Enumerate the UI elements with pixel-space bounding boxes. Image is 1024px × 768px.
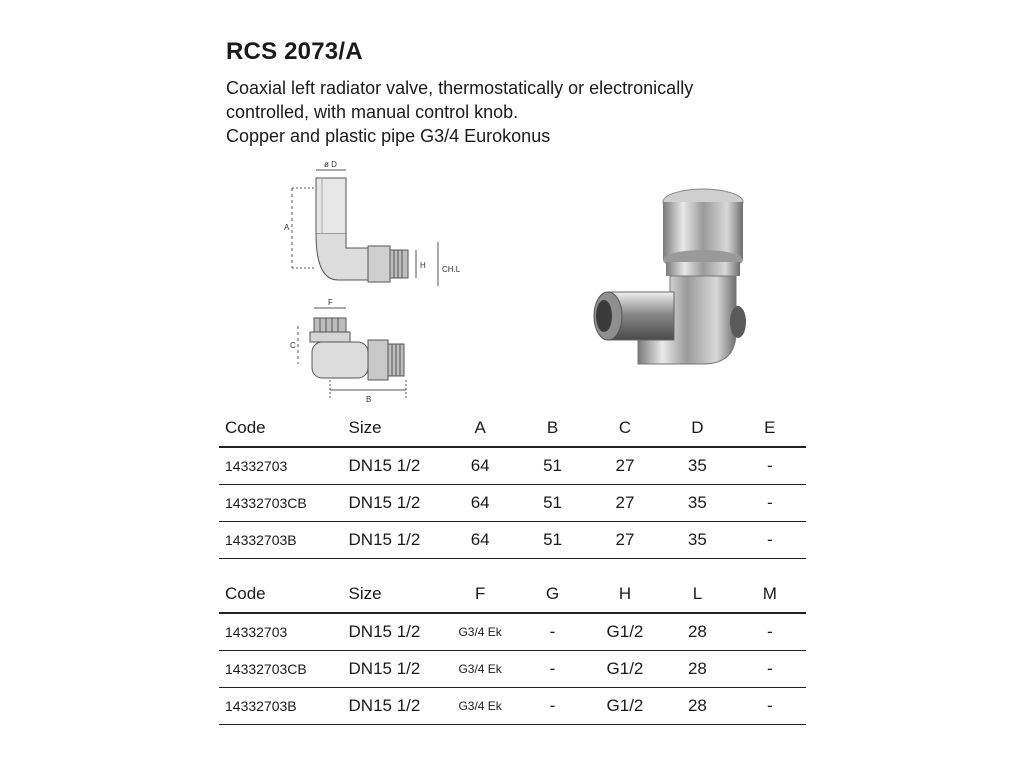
table-cell: 28 [661, 688, 733, 725]
table-header-row [219, 576, 806, 613]
column-header: L [661, 576, 733, 613]
table-cell: 64 [444, 447, 516, 485]
product-photo [578, 182, 778, 372]
table-cell: 51 [516, 485, 588, 522]
table-cell: G3/4 Ek [444, 688, 516, 725]
table-cell: DN15 1/2 [349, 485, 444, 522]
table-cell: G1/2 [589, 613, 662, 651]
table-cell: - [734, 485, 806, 522]
table-row [219, 651, 806, 688]
table-cell: 14332703 [219, 447, 349, 485]
column-header: M [734, 576, 806, 613]
table-row [219, 485, 806, 522]
column-header: C [589, 410, 661, 447]
table-row [219, 447, 806, 485]
column-header: Size [349, 576, 444, 613]
description-line: Copper and plastic pipe G3/4 Eurokonus [226, 126, 551, 146]
dimension-label-a: A [284, 223, 290, 232]
column-header: Size [349, 410, 444, 447]
dimension-label-f: F [328, 298, 333, 307]
table-cell: 14332703B [219, 688, 349, 725]
table-cell: 28 [661, 651, 733, 688]
table-cell: - [734, 447, 806, 485]
table-cell: 51 [516, 447, 588, 485]
table-cell: 35 [661, 485, 733, 522]
column-header: E [734, 410, 806, 447]
table-cell: - [734, 651, 806, 688]
table-cell: G3/4 Ek [444, 651, 516, 688]
column-header: G [516, 576, 588, 613]
table-cell: 14332703 [219, 613, 349, 651]
table-cell: 14332703CB [219, 485, 349, 522]
product-title: RCS 2073/A [226, 38, 363, 65]
table-cell: 28 [661, 613, 733, 651]
column-header: Code [219, 410, 349, 447]
table-cell: - [734, 522, 806, 559]
table-row [219, 613, 806, 651]
table-cell: 27 [589, 485, 661, 522]
dimension-label-c: C [290, 341, 296, 350]
dimension-label-chl: CH.L [442, 265, 461, 274]
column-header: F [444, 576, 516, 613]
column-header: A [444, 410, 516, 447]
table-cell: DN15 1/2 [349, 447, 444, 485]
table-cell: - [516, 613, 588, 651]
dimension-label-d: ø D [324, 160, 337, 169]
table-cell: - [734, 688, 806, 725]
table-cell: - [734, 613, 806, 651]
product-description [226, 76, 826, 148]
table-cell: 35 [661, 447, 733, 485]
table-header-row [219, 410, 806, 447]
table-cell: 14332703CB [219, 651, 349, 688]
table-cell: 14332703B [219, 522, 349, 559]
column-header: Code [219, 576, 349, 613]
table-row [219, 522, 806, 559]
description-line: Coaxial left radiator valve, thermostatically or electronically [226, 78, 694, 98]
column-header: H [589, 576, 662, 613]
table-cell: DN15 1/2 [349, 522, 444, 559]
table-cell: G3/4 Ek [444, 613, 516, 651]
dimension-label-h: H [420, 261, 426, 270]
table-cell: G1/2 [589, 688, 662, 725]
dimensions-table-1 [219, 410, 806, 559]
dimensions-table-2 [219, 576, 806, 725]
table-cell: - [516, 651, 588, 688]
table-cell: 64 [444, 485, 516, 522]
technical-drawing [278, 158, 468, 408]
column-header: D [661, 410, 733, 447]
table-cell: 35 [661, 522, 733, 559]
dimension-label-b: B [366, 395, 372, 404]
table-cell: 27 [589, 447, 661, 485]
table-cell: - [516, 688, 588, 725]
table-cell: 51 [516, 522, 588, 559]
table-cell: G1/2 [589, 651, 662, 688]
table-row [219, 688, 806, 725]
table-cell: DN15 1/2 [349, 613, 444, 651]
table-cell: DN15 1/2 [349, 651, 444, 688]
column-header: B [516, 410, 588, 447]
table-cell: 27 [589, 522, 661, 559]
description-line: controlled, with manual control knob. [226, 102, 519, 122]
table-cell: DN15 1/2 [349, 688, 444, 725]
table-cell: 64 [444, 522, 516, 559]
